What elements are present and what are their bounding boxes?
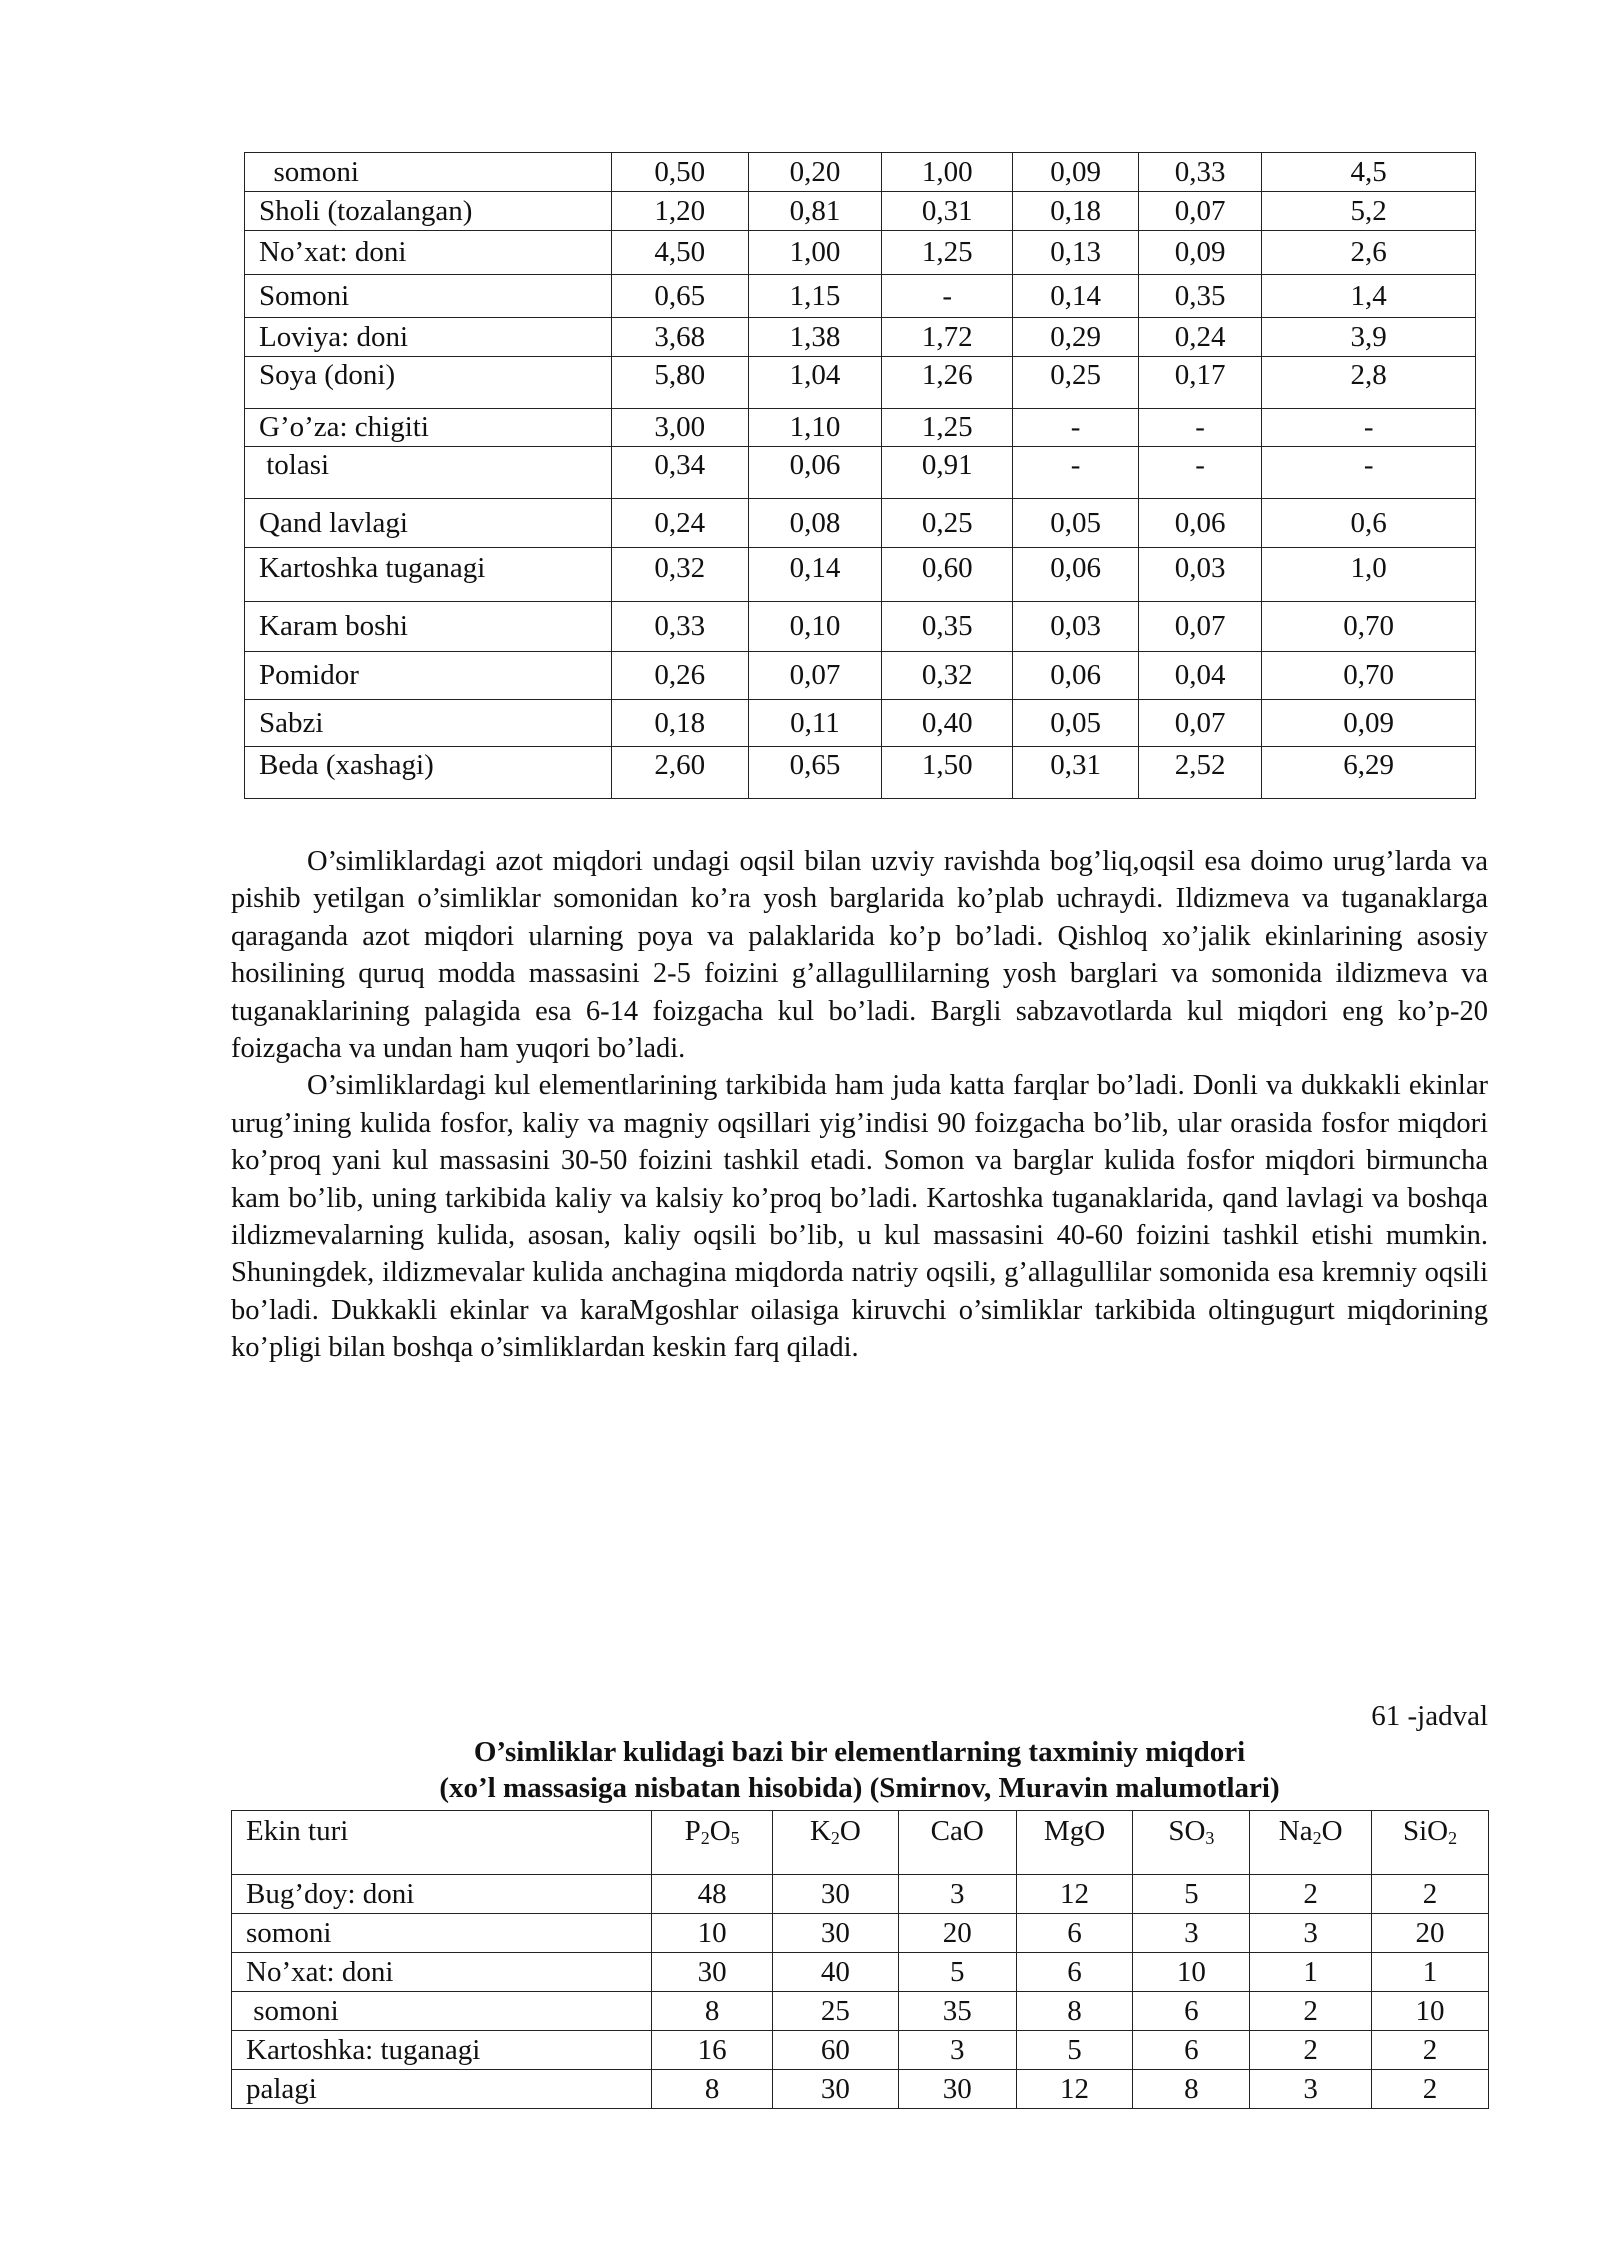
- value-cell: 2: [1372, 2070, 1489, 2109]
- value-cell: 0,32: [882, 652, 1013, 700]
- value-cell: -: [1262, 409, 1476, 447]
- subscript: 2: [830, 1828, 840, 1848]
- header-text: P: [684, 1815, 701, 1847]
- crop-cell: somoni: [232, 1992, 652, 2031]
- header-cao: CaO: [898, 1811, 1016, 1875]
- value-cell: 0,06: [1013, 652, 1138, 700]
- value-cell: 10: [652, 1914, 773, 1953]
- value-cell: 6: [1133, 2031, 1250, 2070]
- value-cell: 0,05: [1013, 700, 1138, 747]
- value-cell: 0,34: [611, 447, 748, 499]
- value-cell: 6: [1016, 1914, 1133, 1953]
- table-row: [245, 318, 1476, 357]
- value-cell: 0,70: [1262, 602, 1476, 652]
- value-cell: 0,33: [611, 602, 748, 652]
- header-text: SO: [1168, 1815, 1206, 1847]
- crop-cell: Beda (xashagi): [245, 747, 612, 799]
- value-cell: 3,9: [1262, 318, 1476, 357]
- table-row: [245, 275, 1476, 318]
- header-p2o5: [652, 1811, 773, 1875]
- table-number: 61 -jadval: [1371, 1700, 1488, 1732]
- value-cell: 1,72: [882, 318, 1013, 357]
- value-cell: 0,06: [1138, 499, 1261, 548]
- header-text: O: [709, 1815, 731, 1847]
- value-cell: 6: [1016, 1953, 1133, 1992]
- value-cell: 0,09: [1013, 153, 1138, 192]
- value-cell: 1,15: [748, 275, 881, 318]
- table-row: [245, 499, 1476, 548]
- header-crop-type: Ekin turi: [232, 1811, 652, 1875]
- value-cell: 1,00: [748, 231, 881, 275]
- value-cell: 0,20: [748, 153, 881, 192]
- subscript: 2: [1448, 1828, 1458, 1848]
- value-cell: 0,06: [1013, 548, 1138, 602]
- value-cell: -: [1138, 447, 1261, 499]
- value-cell: 3: [1250, 1914, 1372, 1953]
- paragraph: O’simliklardagi azot miqdori undagi oqsil bilan uzviy ravishda bog’liq,oqsil esa doimo urug’larda va pishib yetilgan o’simliklar somonidan ko’ra yosh barglarida ko’plab uchraydi. Ildizmeva va tuganaklarga qaraganda azot miqdori ularning poya va palaklarida ko’p bo’ladi. Qishloq xo’jalik ekinlarining asosiy hosilining quruq modda massasini 2-5 foizini g’allagullilarning yosh barglari va somonida ildizmeva va tuganaklarining palagida esa 6-14 foizgacha kul bo’ladi. Bargli sabzavotlarda kul miqdori eng ko’p-20 foizgacha va undan ham yuqori bo’ladi.: [231, 846, 1488, 1065]
- value-cell: -: [882, 275, 1013, 318]
- value-cell: 0,06: [748, 447, 881, 499]
- value-cell: -: [1013, 409, 1138, 447]
- table-row: [245, 700, 1476, 747]
- value-cell: 2: [1250, 1875, 1372, 1914]
- value-cell: 0,09: [1138, 231, 1261, 275]
- value-cell: 0,6: [1262, 499, 1476, 548]
- crop-cell: No’xat: doni: [232, 1953, 652, 1992]
- value-cell: 1,25: [882, 409, 1013, 447]
- value-cell: 0,07: [1138, 700, 1261, 747]
- table-subtitle-line: (xo’l massasiga nisbatan hisobida) (Smirnov, Muravin malumotlari): [439, 1772, 1280, 1804]
- value-cell: 30: [773, 1875, 899, 1914]
- value-cell: 3: [898, 1875, 1016, 1914]
- crop-cell: somoni: [245, 153, 612, 192]
- value-cell: 0,14: [1013, 275, 1138, 318]
- table-title-line: O’simliklar kulidagi bazi bir elementlarning taxminiy miqdori: [473, 1736, 1246, 1768]
- value-cell: 2: [1250, 1992, 1372, 2031]
- value-cell: 30: [773, 2070, 899, 2109]
- value-cell: 12: [1016, 1875, 1133, 1914]
- table-row: [245, 231, 1476, 275]
- table-title: [231, 1734, 1488, 1806]
- header-sio2: [1372, 1811, 1489, 1875]
- value-cell: 0,35: [882, 602, 1013, 652]
- value-cell: 2,6: [1262, 231, 1476, 275]
- value-cell: 0,17: [1138, 357, 1261, 409]
- crop-cell: Kartoshka: tuganagi: [232, 2031, 652, 2070]
- value-cell: 0,07: [1138, 602, 1261, 652]
- value-cell: 6,29: [1262, 747, 1476, 799]
- value-cell: 0,91: [882, 447, 1013, 499]
- value-cell: 0,04: [1138, 652, 1261, 700]
- value-cell: 48: [652, 1875, 773, 1914]
- subscript: 5: [730, 1828, 740, 1848]
- table-row: [245, 192, 1476, 231]
- value-cell: 2,8: [1262, 357, 1476, 409]
- crop-cell: tolasi: [245, 447, 612, 499]
- value-cell: 0,60: [882, 548, 1013, 602]
- crop-cell: somoni: [232, 1914, 652, 1953]
- header-text: SiO: [1402, 1815, 1449, 1847]
- value-cell: 0,07: [748, 652, 881, 700]
- table-row: [245, 602, 1476, 652]
- value-cell: 0,40: [882, 700, 1013, 747]
- value-cell: 10: [1133, 1953, 1250, 1992]
- table-row: [232, 1953, 1489, 1992]
- value-cell: 8: [1016, 1992, 1133, 2031]
- table-row: [245, 153, 1476, 192]
- value-cell: 0,81: [748, 192, 881, 231]
- value-cell: 3,68: [611, 318, 748, 357]
- value-cell: 0,09: [1262, 700, 1476, 747]
- value-cell: 2: [1372, 1875, 1489, 1914]
- value-cell: 4,5: [1262, 153, 1476, 192]
- value-cell: 30: [652, 1953, 773, 1992]
- crop-cell: No’xat: doni: [245, 231, 612, 275]
- crop-cell: Pomidor: [245, 652, 612, 700]
- table-row: [245, 548, 1476, 602]
- value-cell: 0,13: [1013, 231, 1138, 275]
- value-cell: 1,38: [748, 318, 881, 357]
- table-row: [232, 2031, 1489, 2070]
- value-cell: 0,31: [882, 192, 1013, 231]
- value-cell: 1,26: [882, 357, 1013, 409]
- value-cell: 2: [1372, 2031, 1489, 2070]
- value-cell: 1,00: [882, 153, 1013, 192]
- table-row: [232, 1875, 1489, 1914]
- value-cell: 6: [1133, 1992, 1250, 2031]
- crop-cell: G’o’za: chigiti: [245, 409, 612, 447]
- value-cell: 5,2: [1262, 192, 1476, 231]
- value-cell: 5: [898, 1953, 1016, 1992]
- table-row: [232, 2070, 1489, 2109]
- value-cell: 3: [1250, 2070, 1372, 2109]
- value-cell: 0,03: [1013, 602, 1138, 652]
- value-cell: 1,20: [611, 192, 748, 231]
- value-cell: 40: [773, 1953, 899, 1992]
- table-row: [245, 447, 1476, 499]
- paragraph: O’simliklardagi kul elementlarining tarkibida ham juda katta farqlar bo’ladi. Donli va dukkakli ekinlar urug’ining kulida fosfor, kaliy va magniy oqsillari yig’indisi 90 foizgacha bo’lib, ular orasida fosfor miqdori ko’proq yani kul massasini 30-50 foizini tashkil etadi. Somon va barglar kulida fosfor miqdori birmuncha kam bo’lib, uning tarkibida kaliy va kalsiy ko’proq bo’ladi. Kartoshka tuganaklarida, qand lavlagi va boshqa ildizmevalarning kulida, asosan, kaliy oqsili bo’lib, u kul massasini 40-60 foizini tashkil etishi mumkin. Shuningdek, ildizmevalar kulida anchagina miqdorda natriy oqsili, g’allagullilar somonida esa kremniy oqsili bo’ladi. Dukkakli ekinlar va karaMgoshlar oilasiga kiruvchi o’simliklar tarkibida oltingugurt miqdorining ko’pligi bilan boshqa o’simliklardan keskin farq qiladi.: [231, 1070, 1488, 1364]
- value-cell: 12: [1016, 2070, 1133, 2109]
- header-mgo: MgO: [1016, 1811, 1133, 1875]
- crop-cell: Loviya: doni: [245, 318, 612, 357]
- crop-cell: Sholi (tozalangan): [245, 192, 612, 231]
- header-text: O: [839, 1815, 861, 1847]
- ash-elements-table: [231, 1810, 1489, 2109]
- crop-cell: Qand lavlagi: [245, 499, 612, 548]
- value-cell: 0,11: [748, 700, 881, 747]
- value-cell: 25: [773, 1992, 899, 2031]
- value-cell: 3: [1133, 1914, 1250, 1953]
- value-cell: 16: [652, 2031, 773, 2070]
- value-cell: 2,60: [611, 747, 748, 799]
- value-cell: 30: [773, 1914, 899, 1953]
- value-cell: 1,25: [882, 231, 1013, 275]
- body-text: [231, 843, 1488, 1367]
- value-cell: 0,18: [611, 700, 748, 747]
- value-cell: 0,10: [748, 602, 881, 652]
- value-cell: 0,50: [611, 153, 748, 192]
- value-cell: 0,32: [611, 548, 748, 602]
- value-cell: 0,26: [611, 652, 748, 700]
- value-cell: 0,70: [1262, 652, 1476, 700]
- crop-cell: Somoni: [245, 275, 612, 318]
- crop-cell: Kartoshka tuganagi: [245, 548, 612, 602]
- ash-composition-table-continued: [244, 152, 1476, 799]
- value-cell: 20: [898, 1914, 1016, 1953]
- value-cell: 5: [1133, 1875, 1250, 1914]
- value-cell: 4,50: [611, 231, 748, 275]
- value-cell: 30: [898, 2070, 1016, 2109]
- value-cell: 0,08: [748, 499, 881, 548]
- header-text: Na: [1278, 1815, 1313, 1847]
- value-cell: 0,35: [1138, 275, 1261, 318]
- value-cell: 60: [773, 2031, 899, 2070]
- table-row: [245, 409, 1476, 447]
- crop-cell: Bug’doy: doni: [232, 1875, 652, 1914]
- value-cell: 35: [898, 1992, 1016, 2031]
- header-k2o: [773, 1811, 899, 1875]
- value-cell: 1,04: [748, 357, 881, 409]
- value-cell: 3: [898, 2031, 1016, 2070]
- subscript: 2: [1312, 1828, 1322, 1848]
- subscript: 2: [700, 1828, 710, 1848]
- value-cell: 0,65: [748, 747, 881, 799]
- value-cell: 0,18: [1013, 192, 1138, 231]
- value-cell: 0,14: [748, 548, 881, 602]
- value-cell: 0,25: [1013, 357, 1138, 409]
- value-cell: 3,00: [611, 409, 748, 447]
- value-cell: 1,50: [882, 747, 1013, 799]
- value-cell: 1,0: [1262, 548, 1476, 602]
- header-so3: [1133, 1811, 1250, 1875]
- table-row: [245, 357, 1476, 409]
- subscript: 3: [1205, 1828, 1215, 1848]
- value-cell: 0,25: [882, 499, 1013, 548]
- value-cell: -: [1013, 447, 1138, 499]
- value-cell: 0,05: [1013, 499, 1138, 548]
- value-cell: 0,07: [1138, 192, 1261, 231]
- table-row: [245, 747, 1476, 799]
- value-cell: 1,10: [748, 409, 881, 447]
- crop-cell: palagi: [232, 2070, 652, 2109]
- table-row: [232, 1914, 1489, 1953]
- table-row: [245, 652, 1476, 700]
- value-cell: 1,4: [1262, 275, 1476, 318]
- value-cell: 0,24: [1138, 318, 1261, 357]
- value-cell: 0,65: [611, 275, 748, 318]
- table-header-row: [232, 1811, 1489, 1875]
- value-cell: 0,24: [611, 499, 748, 548]
- value-cell: 1: [1250, 1953, 1372, 1992]
- value-cell: 8: [652, 1992, 773, 2031]
- value-cell: 5,80: [611, 357, 748, 409]
- crop-cell: Soya (doni): [245, 357, 612, 409]
- value-cell: 20: [1372, 1914, 1489, 1953]
- value-cell: 5: [1016, 2031, 1133, 2070]
- table-row: [232, 1992, 1489, 2031]
- value-cell: 10: [1372, 1992, 1489, 2031]
- value-cell: 0,31: [1013, 747, 1138, 799]
- value-cell: 2,52: [1138, 747, 1261, 799]
- value-cell: -: [1138, 409, 1261, 447]
- value-cell: 2: [1250, 2031, 1372, 2070]
- header-na2o: [1250, 1811, 1372, 1875]
- value-cell: 8: [652, 2070, 773, 2109]
- header-text: O: [1321, 1815, 1343, 1847]
- header-text: K: [809, 1815, 831, 1847]
- crop-cell: Karam boshi: [245, 602, 612, 652]
- value-cell: 0,33: [1138, 153, 1261, 192]
- value-cell: 0,29: [1013, 318, 1138, 357]
- value-cell: 1: [1372, 1953, 1489, 1992]
- crop-cell: Sabzi: [245, 700, 612, 747]
- value-cell: 0,03: [1138, 548, 1261, 602]
- value-cell: 8: [1133, 2070, 1250, 2109]
- value-cell: -: [1262, 447, 1476, 499]
